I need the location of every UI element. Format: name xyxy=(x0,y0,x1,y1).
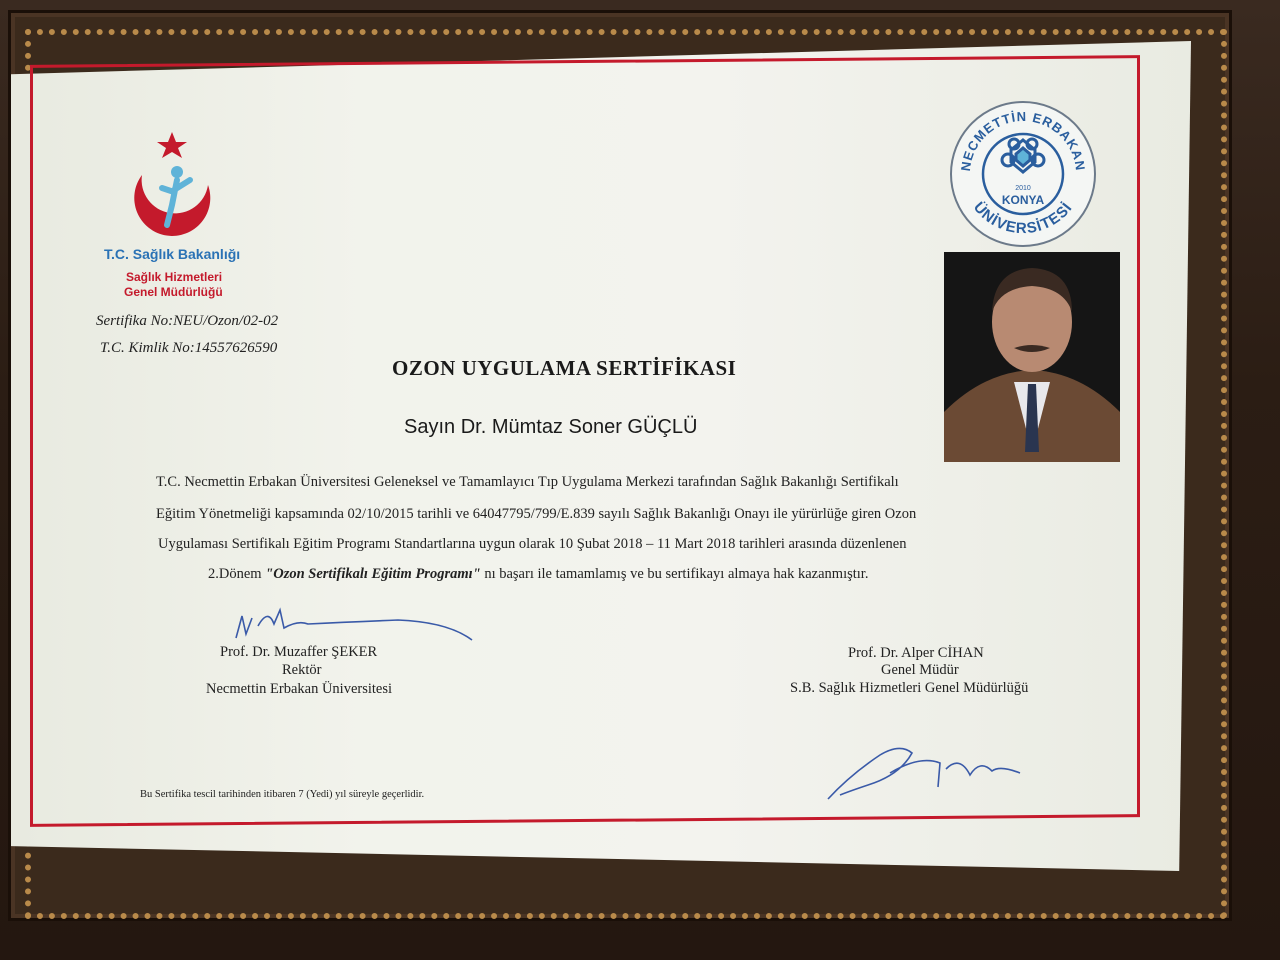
ministry-logo-icon xyxy=(122,130,222,245)
certificate-title: OZON UYGULAMA SERTİFİKASI xyxy=(392,356,737,380)
right-signatory-title: Genel Müdür xyxy=(881,662,959,678)
validity-note: Bu Sertifika tescil tarihinden itibaren 7 (Yedi) yıl süreyle geçerlidir. xyxy=(140,789,425,800)
ministry-department-line1: Sağlık Hizmetleri xyxy=(126,270,223,284)
ministry-department-line2: Genel Müdürlüğü xyxy=(124,285,223,299)
body-text-line2: Eğitim Yönetmeliği kapsamında 02/10/2015 tarihli ve 64047795/799/E.839 sayılı Sağlık Bakanlığı Onayı ile yürürlüğe giren Ozon xyxy=(156,506,917,522)
body-line4-prefix: 2.Dönem xyxy=(208,566,266,582)
left-signatory-name: Prof. Dr. Muzaffer ŞEKER xyxy=(220,644,378,660)
recipient-photo xyxy=(944,252,1120,462)
left-signatory-institution: Necmettin Erbakan Üniversitesi xyxy=(206,681,393,697)
body-text-line3: Uygulaması Sertifikalı Eğitim Programı Standartlarına uygun olarak 10 Şubat 2018 – 11 Mart 2018 tarihleri arasında düzenlenen xyxy=(158,536,907,552)
svg-text:KONYA: KONYA xyxy=(1001,193,1045,207)
tc-id-number: T.C. Kimlik No:14557626590 xyxy=(100,340,278,356)
recipient-name: Sayın Dr. Mümtaz Soner GÜÇLÜ xyxy=(404,416,698,438)
right-signatory-institution: S.B. Sağlık Hizmetleri Genel Müdürlüğü xyxy=(790,680,1029,696)
director-signature xyxy=(820,735,1030,805)
university-seal-icon xyxy=(948,100,1098,248)
ministry-name: T.C. Sağlık Bakanlığı xyxy=(104,246,241,262)
body-text-line1: T.C. Necmettin Erbakan Üniversitesi Geleneksel ve Tamamlayıcı Tıp Uygulama Merkezi tarafından Sağlık Bakanlığı Sertifikalı xyxy=(156,474,899,490)
svg-text:ÜNİVERSİTESİ: ÜNİVERSİTESİ xyxy=(969,198,1077,238)
svg-text:NECMETTİN ERBAKAN: NECMETTİN ERBAKAN xyxy=(957,108,1089,173)
program-name: "Ozon Sertifikalı Eğitim Programı" xyxy=(265,566,481,582)
svg-text:2010: 2010 xyxy=(1015,185,1031,192)
body-text-line4 xyxy=(208,566,868,583)
left-signatory-title: Rektör xyxy=(282,662,322,678)
body-line4-suffix: nı başarı ile tamamlamış ve bu sertifikayı almaya hak kazanmıştır. xyxy=(480,566,869,582)
certificate-number: Sertifika No:NEU/Ozon/02-02 xyxy=(96,313,279,329)
right-signatory-name: Prof. Dr. Alper CİHAN xyxy=(848,645,984,661)
